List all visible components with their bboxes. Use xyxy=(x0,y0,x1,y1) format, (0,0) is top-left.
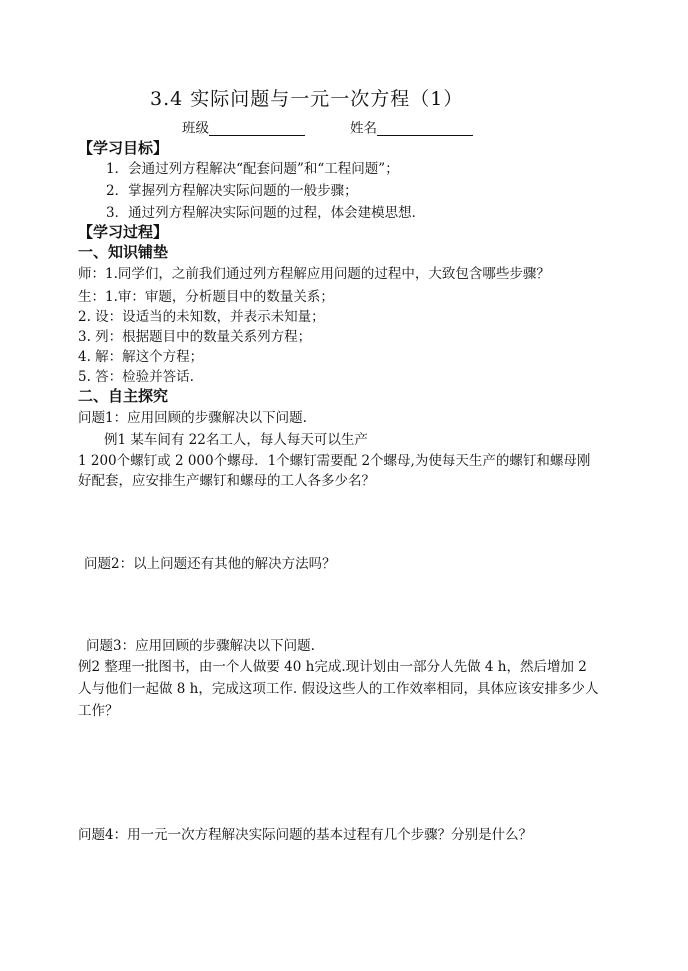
page-title: 3.4 实际问题与一元一次方程（1） xyxy=(150,88,464,110)
teacher-question: 师：1.同学们，之前我们通过列方程解应用问题的过程中，大致包含哪些步骤？ xyxy=(78,266,550,282)
step-item: 生：1.审：审题，分析题目中的数量关系； xyxy=(78,289,334,305)
objective-item: 1．会通过列方程解决“配套问题”和“工程问题”； xyxy=(106,161,399,177)
example-1-line: 1 200个螺钉或 2 000个螺母．1个螺钉需要配 2个螺母,为使每天生产的螺钉和螺母刚 xyxy=(78,453,591,469)
step-item: 5. 答：检验并答话. xyxy=(78,369,194,385)
question-4: 问题4：用一元一次方程解决实际问题的基本过程有几个步骤？分别是什么？ xyxy=(78,827,533,843)
step-item: 2. 设：设适当的未知数，并表示未知量； xyxy=(78,309,325,325)
step-item: 3. 列：根据题目中的数量关系列方程； xyxy=(78,329,312,345)
question-2: 问题2：以上问题还有其他的解决方法吗？ xyxy=(84,556,336,572)
example-2-line: 例2 整理一批图书，由一个人做要 40 h完成.现计划由一部分人先做 4 h，然后增加 2 xyxy=(78,659,587,675)
section-title: 一、知识铺垫 xyxy=(78,243,169,261)
class-field xyxy=(182,121,305,136)
example-1-line: 好配套，应安排生产螺钉和螺母的工人各多少名？ xyxy=(78,473,375,489)
section-title: 二、自主探究 xyxy=(78,387,169,405)
process-heading: 【学习过程】 xyxy=(78,223,169,241)
name-blank[interactable] xyxy=(377,121,473,136)
name-label: 姓名 xyxy=(350,120,377,137)
class-label: 班级 xyxy=(182,120,209,137)
step-item: 4. 解：解这个方程； xyxy=(78,349,204,365)
question-1: 问题1：应用回顾的步骤解决以下问题. xyxy=(78,410,307,426)
example-1-line: 例1 某车间有 22名工人，每人每天可以生产 xyxy=(104,432,368,448)
example-2-line: 人与他们一起做 8 h，完成这项工作. 假设这些人的工作效率相同，具体应该安排多少人 xyxy=(78,681,599,697)
name-field xyxy=(350,121,473,136)
class-blank[interactable] xyxy=(209,121,305,136)
question-3: 问题3：应用回顾的步骤解决以下问题. xyxy=(86,638,315,654)
example-2-line: 工作？ xyxy=(78,703,119,719)
objective-item: 2．掌握列方程解决实际问题的一般步骤； xyxy=(106,183,358,199)
objectives-heading: 【学习目标】 xyxy=(78,139,169,157)
objective-item: 3．通过列方程解决实际问题的过程，体会建模思想． xyxy=(106,205,426,221)
